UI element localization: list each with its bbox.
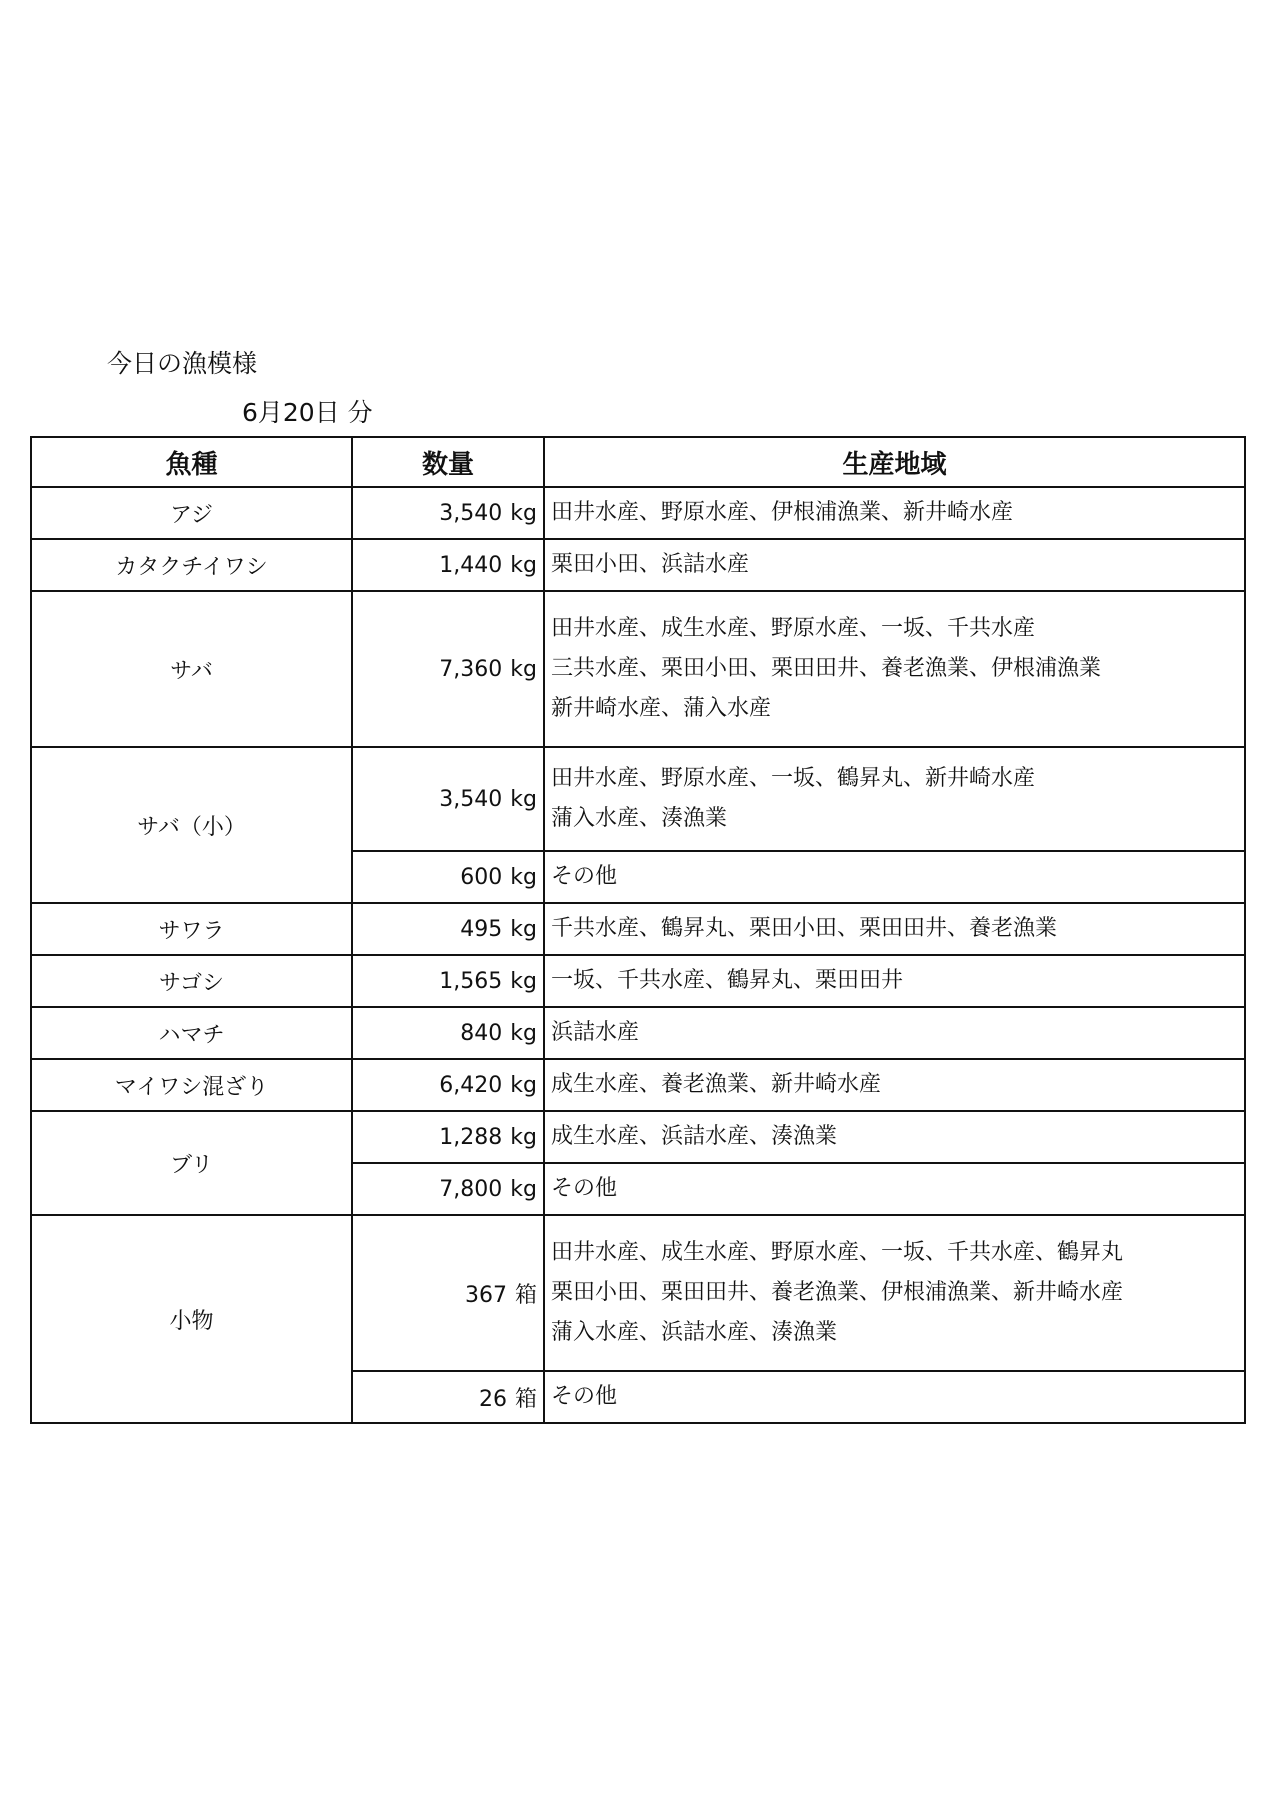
quantity-value: 3,540 (439, 500, 503, 526)
production-area-cell (544, 539, 1245, 591)
production-area-cell (544, 747, 1245, 851)
quantity-value: 1,288 (439, 1124, 503, 1150)
area-line: 蒲入水産、湊漁業 (551, 806, 728, 831)
fish-species-cell: ブリ (31, 1111, 352, 1215)
quantity-unit: 箱 (514, 1282, 537, 1308)
area-line: 浜詰水産 (551, 1020, 640, 1045)
quantity-value: 1,565 (439, 968, 503, 994)
area-line: 千共水産、鶴昇丸、栗田小田、栗田田井、養老漁業 (551, 916, 1058, 941)
area-line: 蒲入水産、浜詰水産、湊漁業 (551, 1320, 838, 1345)
quantity-unit: kg (510, 552, 537, 578)
fish-species-cell: サバ（小） (31, 747, 352, 903)
quantity-unit: kg (510, 968, 537, 994)
area-line: 三共水産、栗田小田、栗田田井、養老漁業、伊根浦漁業 (551, 656, 1102, 681)
quantity-cell (352, 903, 544, 955)
quantity-unit: kg (510, 1020, 537, 1046)
quantity-cell (352, 1371, 544, 1423)
quantity-value: 7,360 (439, 656, 503, 682)
production-area-cell (544, 1007, 1245, 1059)
quantity-unit: kg (510, 786, 537, 812)
area-line: 新井崎水産、蒲入水産 (551, 696, 772, 721)
quantity-unit: kg (510, 1124, 537, 1150)
table-row (31, 903, 1245, 955)
header-fish-species: 魚種 (31, 437, 352, 487)
quantity-cell (352, 539, 544, 591)
area-line: 成生水産、養老漁業、新井崎水産 (551, 1072, 882, 1097)
quantity-unit: kg (510, 1176, 537, 1202)
quantity-value: 7,800 (439, 1176, 503, 1202)
table-row (31, 591, 1245, 747)
quantity-value: 1,440 (439, 552, 503, 578)
area-line: 田井水産、野原水産、一坂、鶴昇丸、新井崎水産 (551, 766, 1036, 791)
quantity-unit: kg (510, 656, 537, 682)
table-row (31, 1059, 1245, 1111)
header-quantity: 数量 (352, 437, 544, 487)
production-area-cell (544, 591, 1245, 747)
area-line: その他 (551, 1176, 618, 1201)
quantity-value: 367 (464, 1282, 507, 1308)
quantity-cell (352, 955, 544, 1007)
header-production-area: 生産地域 (544, 437, 1245, 487)
production-area-cell (544, 903, 1245, 955)
quantity-unit: kg (510, 1072, 537, 1098)
production-area-cell (544, 955, 1245, 1007)
fish-species-cell: サワラ (31, 903, 352, 955)
table-row (31, 955, 1245, 1007)
production-area-cell (544, 487, 1245, 539)
quantity-unit: 箱 (514, 1386, 537, 1412)
quantity-value: 3,540 (439, 786, 503, 812)
area-line: その他 (551, 864, 618, 889)
production-area-cell (544, 1215, 1245, 1371)
fish-species-cell: サゴシ (31, 955, 352, 1007)
area-line: 栗田小田、浜詰水産 (551, 552, 750, 577)
fish-species-cell: アジ (31, 487, 352, 539)
area-line: 一坂、千共水産、鶴昇丸、栗田田井 (551, 968, 904, 993)
quantity-value: 26 (478, 1386, 507, 1412)
quantity-cell (352, 1007, 544, 1059)
quantity-cell (352, 851, 544, 903)
fish-species-cell: カタクチイワシ (31, 539, 352, 591)
production-area-cell (544, 1163, 1245, 1215)
area-line: 田井水産、成生水産、野原水産、一坂、千共水産、鶴昇丸 (551, 1240, 1124, 1265)
quantity-unit: kg (510, 500, 537, 526)
production-area-cell (544, 1059, 1245, 1111)
quantity-cell (352, 591, 544, 747)
table-row (31, 539, 1245, 591)
fish-species-cell: 小物 (31, 1215, 352, 1423)
production-area-cell (544, 1111, 1245, 1163)
page-title: 今日の漁模様 (107, 349, 258, 378)
catch-table (30, 436, 1246, 1424)
area-line: 田井水産、成生水産、野原水産、一坂、千共水産 (551, 616, 1036, 641)
area-line: 栗田小田、栗田田井、養老漁業、伊根浦漁業、新井崎水産 (551, 1280, 1124, 1305)
report-date: 6月20日 分 (242, 398, 373, 427)
production-area-cell (544, 1371, 1245, 1423)
production-area-cell (544, 851, 1245, 903)
table-row (31, 487, 1245, 539)
quantity-unit: kg (510, 864, 537, 890)
area-line: 田井水産、野原水産、伊根浦漁業、新井崎水産 (551, 500, 1014, 525)
table-row (31, 1215, 1245, 1371)
area-line: 成生水産、浜詰水産、湊漁業 (551, 1124, 838, 1149)
fish-species-cell: サバ (31, 591, 352, 747)
quantity-value: 600 (460, 864, 503, 890)
table-row (31, 1111, 1245, 1163)
table-header-row (31, 437, 1245, 487)
quantity-cell (352, 1059, 544, 1111)
table-row (31, 747, 1245, 851)
area-line: その他 (551, 1384, 618, 1409)
quantity-cell (352, 1163, 544, 1215)
quantity-value: 840 (460, 1020, 503, 1046)
quantity-cell (352, 487, 544, 539)
quantity-cell (352, 747, 544, 851)
quantity-value: 6,420 (439, 1072, 503, 1098)
fish-species-cell: マイワシ混ざり (31, 1059, 352, 1111)
quantity-unit: kg (510, 916, 537, 942)
quantity-cell (352, 1111, 544, 1163)
table-row (31, 1007, 1245, 1059)
quantity-value: 495 (460, 916, 503, 942)
fish-species-cell: ハマチ (31, 1007, 352, 1059)
quantity-cell (352, 1215, 544, 1371)
